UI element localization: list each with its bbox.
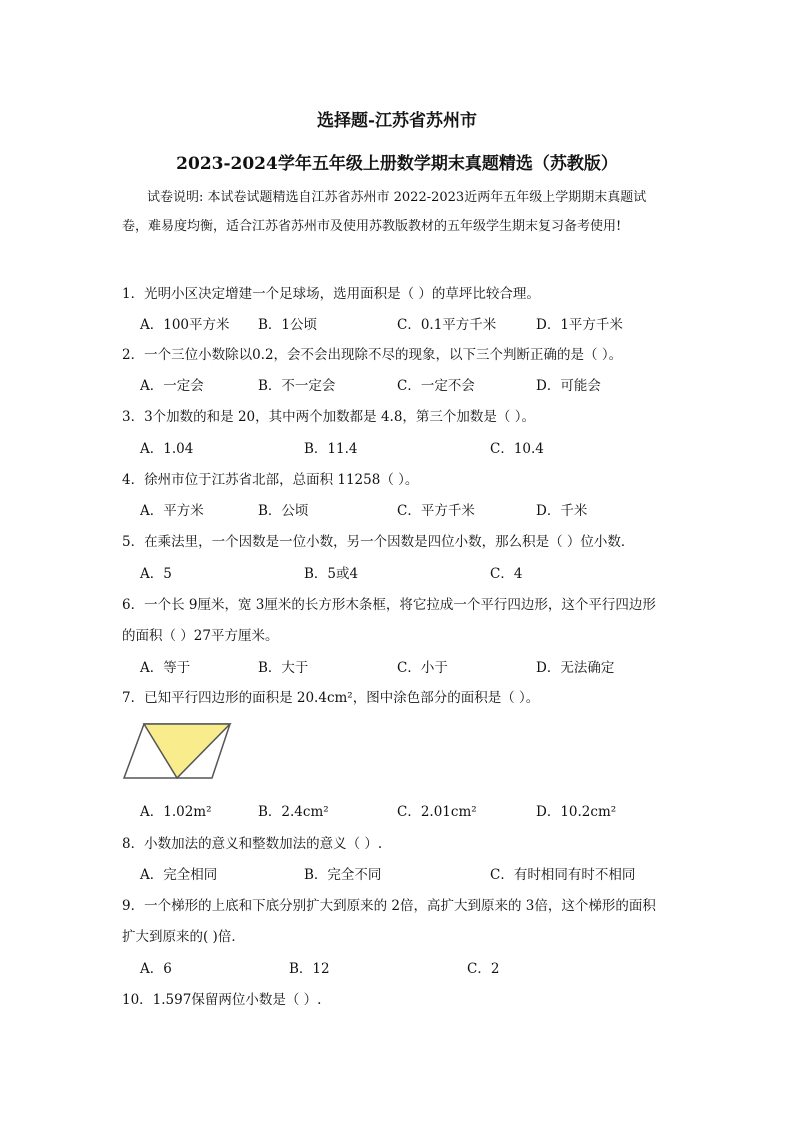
q6-option-d: D．无法确定 xyxy=(536,660,615,676)
q1-option-b: B．1公顷 xyxy=(258,317,318,333)
q4-option-a: A．平方米 xyxy=(140,503,204,519)
q5-option-b: B．5或4 xyxy=(304,566,359,582)
q9-option-b: B．12 xyxy=(289,961,330,977)
q5-option-c: C．4 xyxy=(490,566,523,582)
q4-option-c: C．平方千米 xyxy=(397,503,475,519)
question-9-stem-line-2: 扩大到原来的( )倍． xyxy=(122,929,245,945)
q6-option-c: C．小于 xyxy=(397,660,448,676)
q1-option-c: C．0.1平方千米 xyxy=(397,317,497,333)
question-6-stem-line-2: 的面积（ ）27平方厘米。 xyxy=(122,628,279,644)
q8-option-a: A．完全相同 xyxy=(140,867,218,883)
q5-option-a: A．5 xyxy=(140,566,172,582)
question-5-stem: 5．在乘法里，一个因数是一位小数，另一个因数是四位小数，那么积是（ ）位小数． xyxy=(122,534,635,550)
q7-option-d: D．10.2cm² xyxy=(536,804,617,820)
q3-option-c: C．10.4 xyxy=(490,441,544,457)
q7-option-b: B．2.4cm² xyxy=(258,804,329,820)
q8-option-b: B．完全不同 xyxy=(304,867,382,883)
title-exam: 2023-2024学年五年级上册数学期末真题精选（苏教版） xyxy=(176,154,618,174)
question-7-stem: 7．已知平行四边形的面积是 20.4cm²，图中涂色部分的面积是（ ）。 xyxy=(122,690,540,706)
q4-option-d: D．千米 xyxy=(536,503,588,519)
question-2-stem: 2．一个三位小数除以0.2，会不会出现除不尽的现象，以下三个判断正确的是（ ）。 xyxy=(122,347,623,363)
q3-option-b: B．11.4 xyxy=(304,441,358,457)
q1-option-a: A．100平方米 xyxy=(140,317,230,333)
q2-option-b: B．不一定会 xyxy=(258,378,336,394)
q2-option-c: C．一定不会 xyxy=(397,378,475,394)
intro-line-2: 卷，难易度均衡，适合江苏省苏州市及使用苏教版教材的五年级学生期末复习备考使用! xyxy=(122,219,622,234)
parallelogram-figure xyxy=(122,722,232,784)
question-10-stem: 10．1.597保留两位小数是（ ）. xyxy=(122,992,322,1008)
question-4-stem: 4．徐州市位于江苏省北部，总面积 11258（ ）。 xyxy=(122,472,419,488)
q3-option-a: A．1.04 xyxy=(140,441,194,457)
question-9-stem-line-1: 9．一个梯形的上底和下底分别扩大到原来的 2倍，高扩大到原来的 3倍，这个梯形的面积 xyxy=(122,898,656,914)
q2-option-d: D．可能会 xyxy=(536,378,601,394)
question-3-stem: 3．3个加数的和是 20，其中两个加数都是 4.8，第三个加数是（ ）。 xyxy=(122,409,535,425)
question-6-stem-line-1: 6．一个长 9厘米，宽 3厘米的长方形木条框，将它拉成一个平行四边形，这个平行四边形 xyxy=(122,597,656,613)
q8-option-c: C．有时相同有时不相同 xyxy=(490,867,636,883)
q2-option-a: A．一定会 xyxy=(140,378,204,394)
q7-option-a: A．1.02m² xyxy=(140,804,212,820)
q1-option-d: D．1平方千米 xyxy=(536,317,623,333)
question-1-stem: 1．光明小区决定增建一个足球场，选用面积是（ ）的草坪比较合理。 xyxy=(122,286,540,302)
q6-option-a: A．等于 xyxy=(140,660,191,676)
title-region: 选择题-江苏省苏州市 xyxy=(316,111,478,131)
q9-option-a: A．6 xyxy=(140,961,172,977)
q7-option-c: C．2.01cm² xyxy=(397,804,477,820)
q9-option-c: C．2 xyxy=(467,961,500,977)
question-8-stem: 8．小数加法的意义和整数加法的意义（ ）. xyxy=(122,836,383,852)
intro-line-1: 试卷说明: 本试卷试题精选自江苏省苏州市 2022-2023近两年五年级上学期期末真题试 xyxy=(147,190,647,205)
q6-option-b: B．大于 xyxy=(258,660,309,676)
q4-option-b: B．公顷 xyxy=(258,503,309,519)
